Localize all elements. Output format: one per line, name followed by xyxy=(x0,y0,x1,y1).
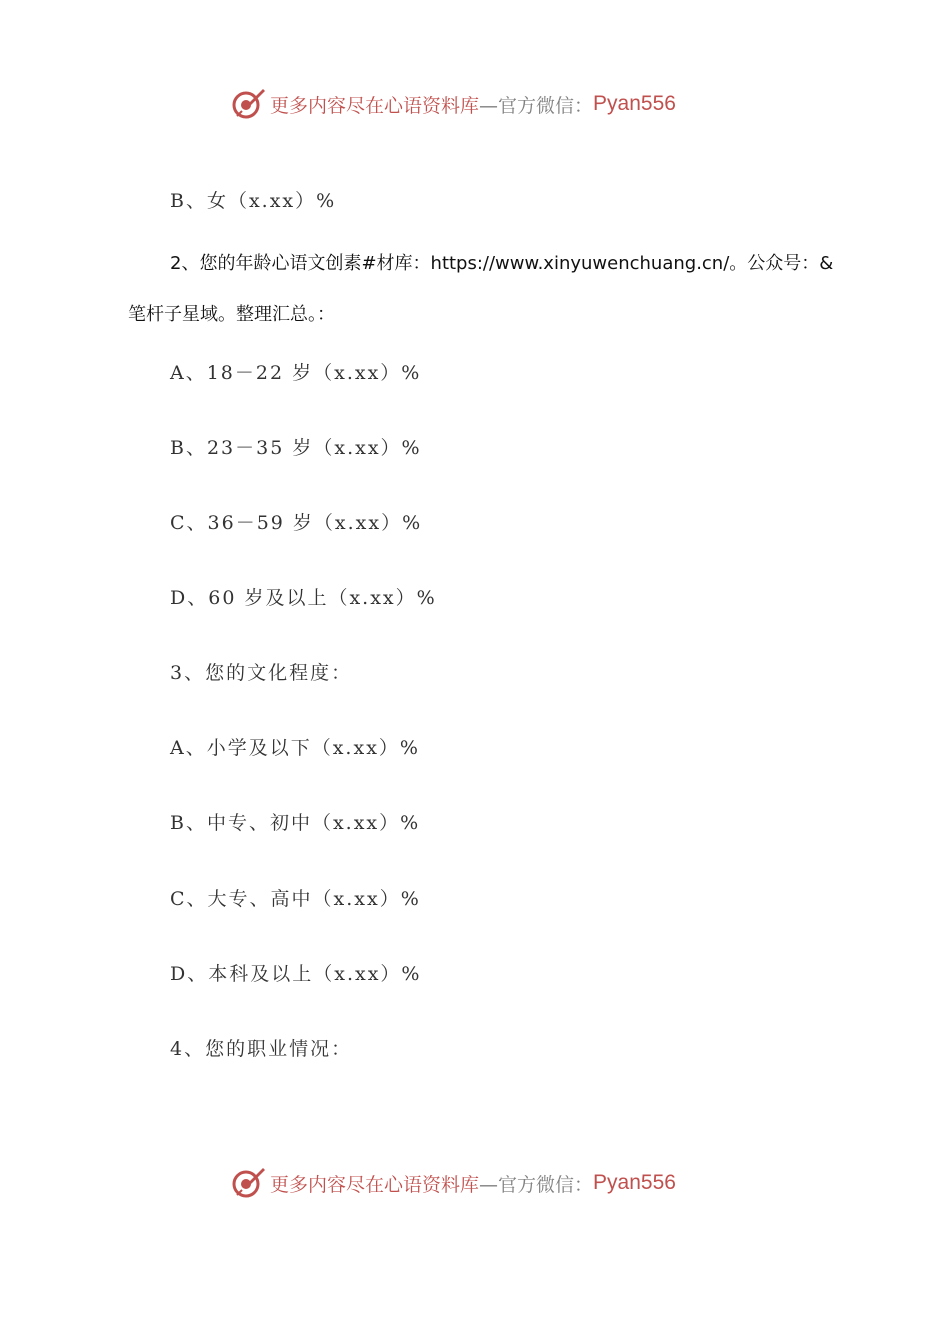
q4-question: 4、您的职业情况： xyxy=(170,1038,353,1060)
banner-wechat-id: Pyan556 xyxy=(593,1171,676,1194)
pen-logo-icon xyxy=(230,86,266,122)
banner-subtitle: —官方微信： xyxy=(479,94,594,117)
q3-option-b: B、中专、初中（x.xx）% xyxy=(170,812,421,834)
q2-option-d: D、60 岁及以上（x.xx）% xyxy=(170,587,437,609)
banner-wechat-id: Pyan556 xyxy=(593,92,676,115)
q3-option-a: A、小学及以下（x.xx）% xyxy=(170,737,420,759)
header-banner xyxy=(230,84,676,124)
pen-logo-icon xyxy=(230,1165,266,1201)
footer-banner xyxy=(230,1163,676,1203)
q2-option-c: C、36－59 岁（x.xx）% xyxy=(170,512,423,534)
q3-option-d: D、本科及以上（x.xx）% xyxy=(170,963,422,985)
q1-option-b: B、女（x.xx）% xyxy=(170,190,337,212)
banner-subtitle: —官方微信： xyxy=(479,1173,594,1196)
q2-option-b: B、23－35 岁（x.xx）% xyxy=(170,437,422,459)
banner-title: 更多内容尽在心语资料库 xyxy=(270,1173,480,1196)
banner-title: 更多内容尽在心语资料库 xyxy=(270,94,480,117)
q2-question-line2: 笔杆子星域。整理汇总。： xyxy=(128,304,335,325)
q2-option-a: A、18－22 岁（x.xx）% xyxy=(170,362,422,384)
q2-question-line1: 2、您的年龄心语文创素#材库：https://www.xinyuwenchuang.cn/。公众号：& xyxy=(170,253,834,274)
q3-option-c: C、大专、高中（x.xx）% xyxy=(170,888,421,910)
q3-question: 3、您的文化程度： xyxy=(170,662,353,684)
